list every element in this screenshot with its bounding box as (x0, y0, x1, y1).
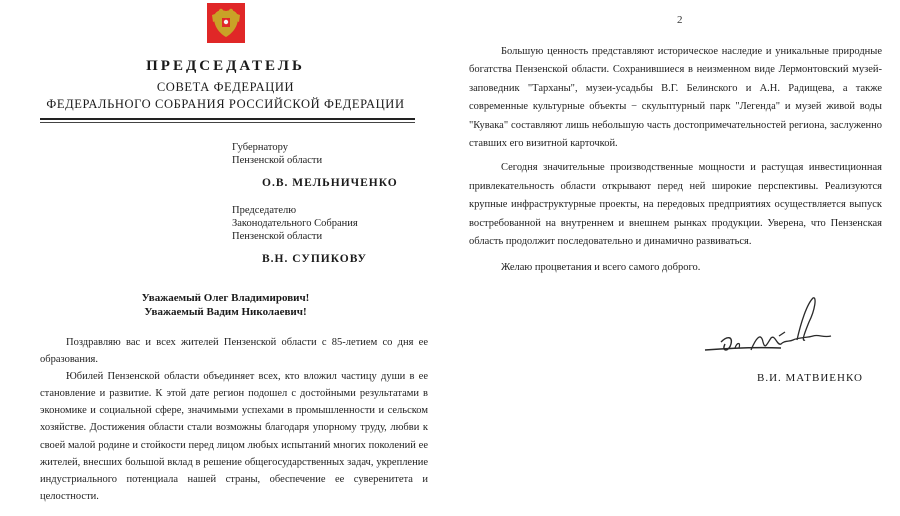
sender-org-line1: СОВЕТА ФЕДЕРАЦИИ (156, 80, 295, 94)
recipient1-role-line2: Пензенской области (232, 155, 323, 166)
recipient2-role-line2: Законодательного Собрания (232, 218, 358, 229)
sender-title: ПРЕДСЕДАТЕЛЬ (146, 58, 305, 74)
recipient2-role-line1: Председателю (232, 205, 297, 216)
letter-body-page1 (40, 334, 428, 505)
header-divider (40, 118, 415, 120)
header-divider-thin (40, 122, 415, 123)
greeting-line1: Уважаемый Олег Владимирович! (141, 292, 310, 304)
closing-line: Желаю процветания и всего самого доброго. (501, 262, 701, 274)
recipient2-role-line3: Пензенской области (232, 231, 323, 242)
body-paragraph-1: Поздравляю вас и всех жителей Пензенской области с 85-летием со дня ее образования. (40, 337, 428, 366)
coat-of-arms-icon (204, 2, 248, 44)
signature-image (701, 292, 851, 362)
recipient1-name: О.В. МЕЛЬНИЧЕНКО (262, 177, 398, 189)
recipient2-name: В.Н. СУПИКОВУ (262, 253, 367, 265)
body-paragraph-4: Сегодня значительные производственные мощности и растущая инвестиционная привлекательность области открывают перед ней широкие перспективы. Реализуются крупные инфраструктурные проекты, на передовых предприятиях осуществляется выпуск востребованной на внутреннем и внешнем рынках продукции. Уверена, что Пензенская область продолжит последовательно и динамично развиваться. (469, 162, 882, 248)
letter-page-2 (451, 0, 900, 516)
page-number: 2 (677, 14, 683, 26)
letter-body-page2 (469, 43, 882, 278)
body-paragraph-2: Юбилей Пензенской области объединяет всех, кто вложил частицу души в ее становление и развитие. К этой дате регион подошел с достойными результатами в экономике и социальной сфере, значимыми успехами в промышленности и сельском хозяйстве. Достижения области стали возможны благодаря упорному труду, любви к своей малой родине и стойкости перед лицом любых испытаний многих поколений ее жителей, внесших большой вклад в решение общегосударственных задач, укрепление индустриального потенциала нашей страны, обеспечение ее суверенитета и целостности. (40, 371, 428, 502)
body-paragraph-3: Большую ценность представляют историческое наследие и уникальные природные богатства Пензенской области. Сохранившиеся в неизменном виде Лермонтовский музей-заповедник "Тарханы", музеи-усадьбы В.Г. Белинского и А.Н. Радищева, а также современные культурные объекты − скульптурный парк "Легенда" и музей живой воды "Кувака" составляют лишь небольшую часть достопримечательностей региона, заслуженно ставших его визитной карточкой. (469, 46, 882, 150)
signer-name: В.И. МАТВИЕНКО (757, 372, 863, 384)
recipient1-role-line1: Губернатору (232, 142, 288, 153)
sender-org-line2: ФЕДЕРАЛЬНОГО СОБРАНИЯ РОССИЙСКОЙ ФЕДЕРАЦИИ (46, 97, 405, 111)
greeting-line2: Уважаемый Вадим Николаевич! (144, 306, 307, 318)
